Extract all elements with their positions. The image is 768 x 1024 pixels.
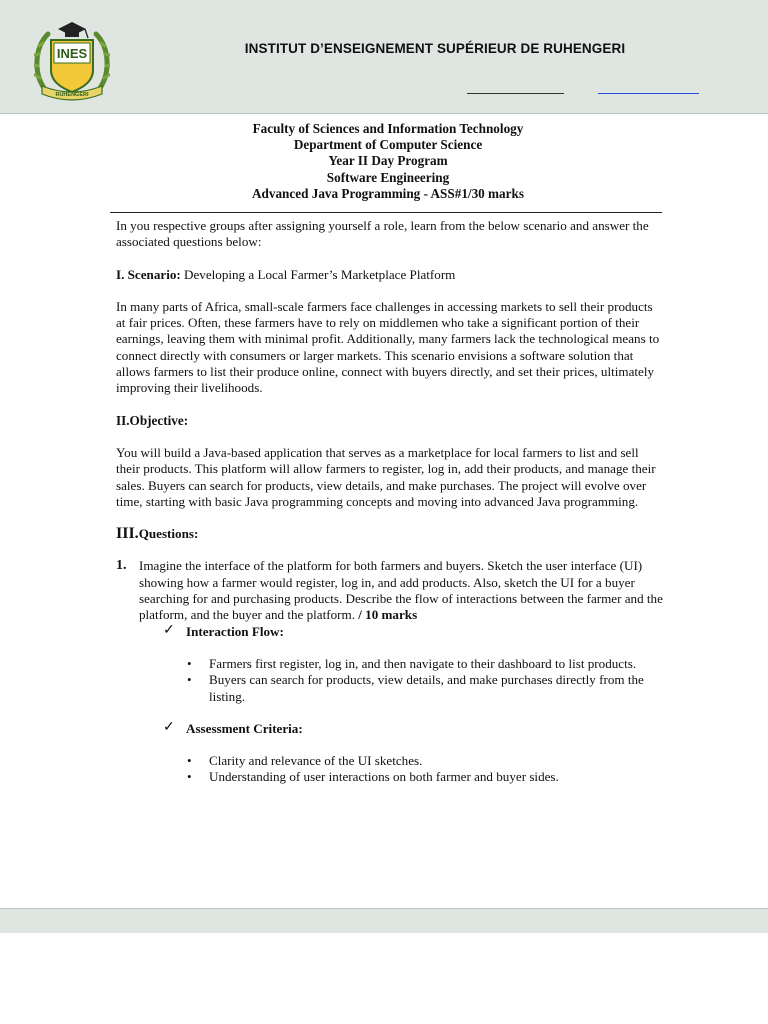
intro-paragraph: In you respective groups after assigning yourself a role, learn from the below scenario and answer the associated questions below: (116, 218, 649, 250)
list-item-text: Farmers first register, log in, and then navigate to their dashboard to list products. (209, 655, 637, 671)
assessment-criteria-heading (116, 721, 664, 737)
questions-roman: III. (116, 525, 139, 543)
institution-logo (34, 18, 110, 102)
list-item (187, 753, 664, 769)
document-titles (110, 121, 666, 202)
section-title: Assessment Criteria: (186, 720, 303, 736)
footer-band (0, 908, 768, 933)
section-title: Interaction Flow: (186, 623, 284, 639)
checkmark-icon: ✓ (163, 622, 175, 638)
list-item (187, 672, 664, 705)
document-body (116, 218, 664, 786)
list-item (187, 655, 664, 672)
department-title: Department of Computer Science (293, 137, 483, 153)
bullet-icon: • (187, 753, 192, 769)
faculty-title: Faculty of Sciences and Information Technology (252, 121, 524, 136)
institute-name: INSTITUT D’ENSEIGNEMENT SUPÉRIEUR DE RUHENGERI (244, 41, 626, 56)
question-marks: / 10 marks (358, 607, 418, 623)
course-title: Advanced Java Programming - ASS#1/30 marks (252, 185, 524, 201)
question-text: Imagine the interface of the platform for both farmers and buyers. Sketch the user interface (UI) showing how a farmer would register, log in, and add products. Also, sketch the UI for a buyer searching for and purchasing products. Describe the flow of interactions between the farmer and the platform, and the buyer and the platform. (139, 558, 663, 623)
header-rule-right (598, 93, 699, 94)
question-1 (116, 558, 664, 623)
list-item (187, 769, 664, 785)
header-band (0, 0, 768, 114)
scenario-title: Developing a Local Farmer’s Marketplace Platform (180, 266, 456, 282)
list-item-text: Understanding of user interactions on both farmer and buyer sides. (209, 769, 559, 785)
list-item-text: Buyers can search for products, view details, and make purchases directly from the listing. (209, 672, 644, 704)
program-title: Year II Day Program (328, 153, 448, 169)
list-item-text: Clarity and relevance of the UI sketches. (209, 753, 423, 769)
checkmark-icon: ✓ (163, 719, 175, 735)
interaction-flow-list (116, 656, 664, 705)
scenario-label: I. Scenario: (116, 266, 181, 282)
option-title: Software Engineering (326, 169, 450, 185)
logo-text: INES (56, 46, 88, 61)
header-rule-left (467, 93, 564, 94)
bullet-icon: • (187, 769, 192, 785)
title-divider (110, 212, 662, 213)
scenario-heading (116, 267, 664, 283)
questions-label: Questions: (138, 526, 199, 542)
bullet-icon: • (187, 672, 192, 688)
bullet-icon: • (187, 655, 192, 671)
logo-motto: RUHENGERI (55, 92, 89, 98)
objective-paragraph: You will build a Java-based application that serves as a marketplace for local farmers to list and sell their products. This platform will allow farmers to register, log in, add their products, and manage their sales. Buyers can search for products, view details, and make purchases. The project will evolve over time, starting with basic Java programming concepts and moving into advanced Java programming. (116, 444, 656, 509)
questions-heading (116, 526, 664, 542)
question-number: 1. (116, 558, 127, 574)
scenario-paragraph: In many parts of Africa, small-scale farmers face challenges in accessing markets to sell their products at fair prices. Often, these farmers have to rely on middlemen who take a significant portion of their earnings, leaving them with minimal profit. Additionally, many farmers lack the technological means to connect directly with consumers or larger markets. This scenario envisions a software solution that allows farmers to list their produce online, connect with buyers directly, and set their prices, ultimately improving their livelihoods. (116, 298, 660, 396)
interaction-flow-heading (116, 624, 664, 640)
objective-heading: II.Objective: (116, 412, 189, 428)
assessment-criteria-list (116, 753, 664, 786)
